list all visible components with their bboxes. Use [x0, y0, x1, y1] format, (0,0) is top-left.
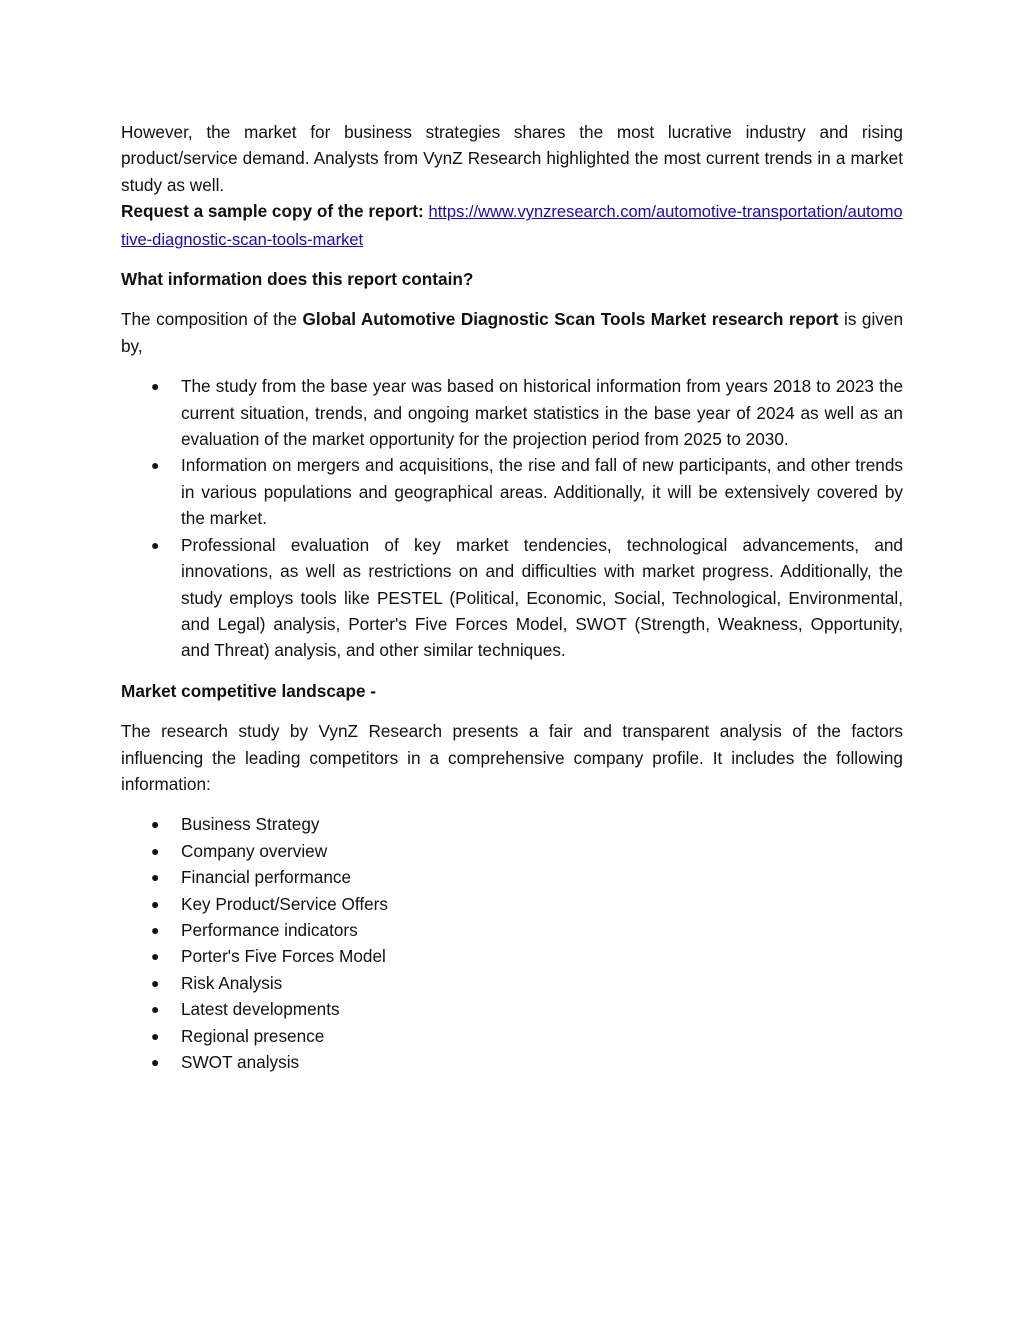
- list-item-text: Information on mergers and acquisitions, the rise and fall of new participants, and other trends in various populations and geographical areas. Additionally, it will be extensively covered by the market.: [181, 455, 903, 529]
- bullet-icon: ●: [151, 816, 160, 833]
- list-item: [121, 864, 903, 890]
- list-item-text: The study from the base year was based on historical information from years 2018 to 2023 the current situation, trends, and ongoing market statistics in the base year of 2024 as well as an evaluation of the market opportunity for the projection period from 2025 to 2030.: [181, 376, 903, 450]
- list-item-text: Professional evaluation of key market tendencies, technological advancements, and innovations, as well as restrictions on and difficulties with market progress. Additionally, the study employs tools like PESTEL (Political, Economic, Social, Technological, Environmental, and Legal) analysis, Porter's Five Forces Model, SWOT (Strength, Weakness, Opportunity, and Threat) analysis, and other similar techniques.: [181, 534, 903, 661]
- landscape-paragraph: The research study by VynZ Research presents a fair and transparent analysis of the factors influencing the leading competitors in a comprehensive company profile. It includes the following information:: [121, 721, 903, 794]
- bullet-icon: ●: [151, 1027, 160, 1044]
- list-item: [121, 452, 903, 531]
- info-lead-bold: Global Automotive Diagnostic Scan Tools Market research report: [302, 309, 839, 330]
- list-item-text: Risk Analysis: [181, 972, 283, 993]
- request-sample-line: [121, 198, 903, 253]
- list-item-text: Company overview: [181, 840, 328, 861]
- list-item: [121, 811, 903, 837]
- info-bullet-list: [121, 373, 903, 663]
- list-item-text: Performance indicators: [181, 919, 358, 940]
- list-item-text: Latest developments: [181, 999, 340, 1020]
- list-item-text: Key Product/Service Offers: [181, 893, 388, 914]
- landscape-section-heading: Market competitive landscape -: [121, 680, 377, 701]
- list-item: [121, 532, 903, 664]
- bullet-icon: ●: [151, 1054, 160, 1070]
- bullet-icon: ●: [151, 895, 160, 912]
- bullet-icon: ●: [151, 842, 160, 859]
- info-lead-after: is given by,: [121, 309, 904, 356]
- list-item: [121, 996, 903, 1022]
- list-item: [121, 891, 903, 917]
- request-sample-link[interactable]: https://www.vynzresearch.com/automotive-transportation/automotive-diagnostic-scan-tools-market: [121, 203, 903, 249]
- request-sample-label: Request a sample copy of the report:: [121, 201, 424, 222]
- list-item: [121, 1049, 903, 1075]
- bullet-icon: ●: [151, 536, 160, 553]
- intro-paragraph: However, the market for business strategies shares the most lucrative industry and rising product/service demand. Analysts from VynZ Research highlighted the most current trends in a market study as well.: [121, 122, 903, 195]
- list-item: [121, 970, 903, 996]
- list-item-text: Business Strategy: [181, 814, 320, 835]
- list-item-text: Regional presence: [181, 1025, 325, 1046]
- bullet-icon: ●: [151, 378, 160, 395]
- bullet-icon: ●: [151, 921, 160, 938]
- info-section-lead: [121, 306, 903, 359]
- bullet-icon: ●: [151, 948, 160, 965]
- bullet-icon: ●: [151, 1001, 160, 1018]
- list-item: [121, 1023, 903, 1049]
- list-item: [121, 838, 903, 864]
- document-page: [121, 119, 903, 1075]
- list-item: [121, 917, 903, 943]
- list-item: [121, 943, 903, 969]
- list-item-text: SWOT analysis: [181, 1052, 300, 1072]
- bullet-icon: ●: [151, 457, 160, 474]
- info-section-heading: What information does this report contain?: [121, 269, 474, 290]
- bullet-icon: ●: [151, 974, 160, 991]
- list-item: [121, 373, 903, 452]
- list-item-text: Porter's Five Forces Model: [181, 946, 386, 967]
- landscape-bullet-list: [121, 811, 903, 1075]
- info-lead-before: The composition of the: [121, 309, 303, 330]
- bullet-icon: ●: [151, 869, 160, 886]
- list-item-text: Financial performance: [181, 867, 352, 888]
